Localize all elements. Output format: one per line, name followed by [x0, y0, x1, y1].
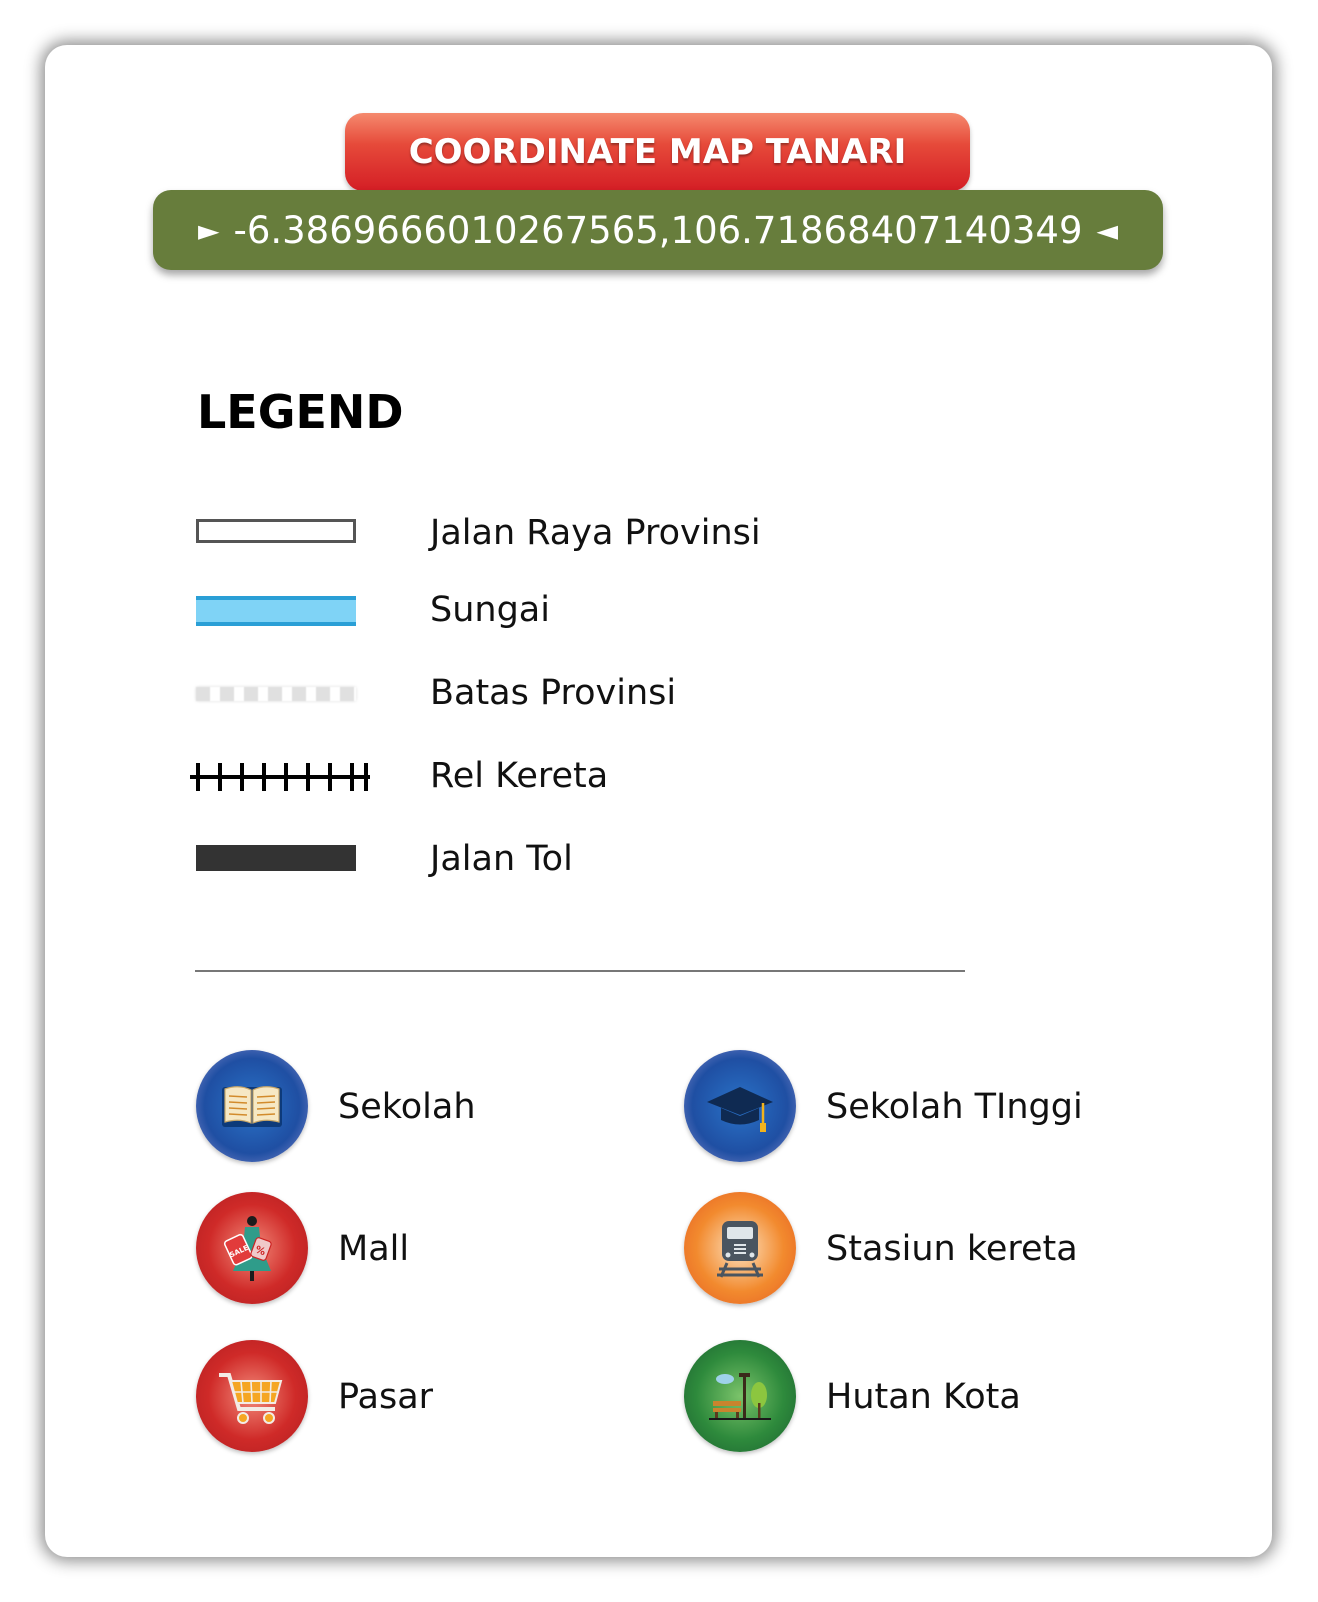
- svg-text:%: %: [253, 1244, 267, 1259]
- legend-item-train-station: [684, 1192, 1164, 1306]
- legend-item-provincial-road: [190, 503, 890, 563]
- coordinates-text: -6.3869666010267565,106.71868407140349: [233, 208, 1083, 252]
- blue-river-line-icon: [196, 596, 356, 626]
- dark-toll-road-line-icon: [196, 845, 356, 871]
- legend-item-label: Pasar: [338, 1377, 434, 1417]
- shopping-sale-icon: [196, 1192, 308, 1304]
- svg-text:SALE: SALE: [228, 1243, 250, 1260]
- park-tree-icon: [684, 1340, 796, 1452]
- legend-item-label: Rel Kereta: [430, 756, 609, 796]
- legend-title: LEGEND: [197, 385, 404, 439]
- legend-item-label: Batas Provinsi: [430, 673, 677, 713]
- legend-item-toll-road: [190, 829, 890, 889]
- railway-line-icon: [190, 760, 370, 794]
- legend-item-market: [196, 1340, 676, 1454]
- legend-item-label: Jalan Tol: [430, 839, 573, 879]
- legend-item-city-forest: [684, 1340, 1164, 1454]
- legend-item-label: Stasiun kereta: [826, 1229, 1078, 1269]
- dashed-boundary-line-icon: [196, 687, 356, 701]
- legend-item-school: [196, 1050, 676, 1164]
- legend-item-river: [190, 580, 890, 640]
- legend-item-label: Sekolah: [338, 1087, 476, 1127]
- white-road-line-icon: [196, 519, 356, 543]
- legend-divider: [195, 970, 965, 972]
- book-icon: [196, 1050, 308, 1162]
- coordinates-banner: [153, 190, 1163, 270]
- legend-item-provincial-boundary: [190, 663, 890, 723]
- legend-item-label: Sekolah TInggi: [826, 1087, 1083, 1127]
- legend-item-label: Jalan Raya Provinsi: [430, 513, 761, 553]
- graduation-cap-icon: [684, 1050, 796, 1162]
- right-arrow-icon: ►: [197, 213, 220, 247]
- map-title-banner: [345, 113, 970, 191]
- train-icon: [684, 1192, 796, 1304]
- legend-item-label: Hutan Kota: [826, 1377, 1021, 1417]
- legend-item-university: [684, 1050, 1164, 1164]
- shopping-cart-icon: [196, 1340, 308, 1452]
- legend-item-railway: [190, 746, 890, 806]
- legend-item-label: Mall: [338, 1229, 410, 1269]
- left-arrow-icon: ◄: [1096, 213, 1119, 247]
- legend-item-label: Sungai: [430, 590, 550, 630]
- legend-item-mall: [196, 1192, 676, 1306]
- map-title: COORDINATE MAP TANARI: [408, 132, 907, 172]
